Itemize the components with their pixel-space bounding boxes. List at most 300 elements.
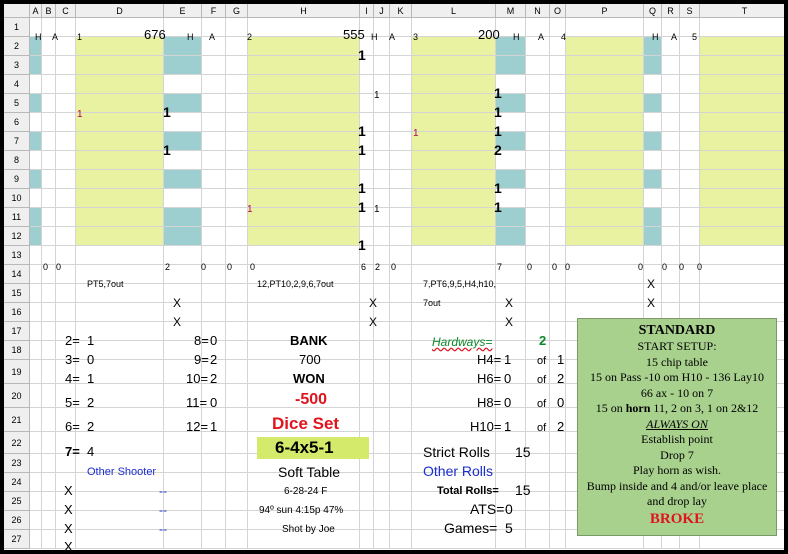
cell[interactable] bbox=[374, 511, 390, 530]
cell[interactable] bbox=[76, 492, 164, 511]
cell-g1[interactable]: 2 bbox=[247, 32, 253, 42]
cell-e1[interactable]: H bbox=[187, 32, 194, 42]
column-header[interactable]: C bbox=[56, 4, 76, 18]
cell[interactable] bbox=[226, 432, 248, 454]
cell[interactable] bbox=[56, 56, 76, 75]
cell[interactable] bbox=[374, 454, 390, 473]
hardway-label[interactable]: H6= bbox=[477, 371, 502, 386]
cell[interactable] bbox=[30, 132, 42, 151]
cell[interactable] bbox=[76, 227, 164, 246]
cell[interactable] bbox=[30, 432, 42, 454]
hardway-label[interactable]: H8= bbox=[477, 395, 502, 410]
cell[interactable] bbox=[226, 75, 248, 94]
row-header[interactable]: 3 bbox=[4, 56, 30, 75]
cell[interactable] bbox=[680, 132, 700, 151]
cell-r1[interactable]: A bbox=[671, 32, 678, 42]
cell[interactable] bbox=[680, 227, 700, 246]
cell[interactable] bbox=[42, 432, 56, 454]
cell[interactable] bbox=[226, 530, 248, 549]
cell[interactable] bbox=[390, 227, 412, 246]
cell[interactable] bbox=[202, 530, 226, 549]
cell[interactable] bbox=[30, 492, 42, 511]
cell[interactable] bbox=[526, 56, 550, 75]
cell[interactable] bbox=[56, 132, 76, 151]
cell[interactable] bbox=[226, 284, 248, 303]
cell[interactable] bbox=[526, 94, 550, 113]
hardway-of[interactable]: of bbox=[537, 374, 547, 386]
cell-e15[interactable]: X bbox=[173, 296, 182, 310]
cell[interactable] bbox=[644, 227, 662, 246]
cell[interactable] bbox=[42, 360, 56, 384]
cell[interactable] bbox=[390, 322, 412, 341]
cell-q1[interactable]: H bbox=[652, 32, 659, 42]
cell[interactable] bbox=[374, 151, 390, 170]
hardway-label[interactable]: H10= bbox=[470, 419, 502, 434]
cell[interactable] bbox=[390, 208, 412, 227]
cell[interactable] bbox=[42, 322, 56, 341]
cell[interactable] bbox=[30, 75, 42, 94]
cell[interactable] bbox=[550, 208, 566, 227]
cell[interactable] bbox=[390, 341, 412, 360]
column-header[interactable]: P bbox=[566, 4, 644, 18]
cell[interactable] bbox=[164, 56, 202, 75]
cell[interactable] bbox=[30, 530, 42, 549]
cell[interactable] bbox=[526, 113, 550, 132]
cell-h12[interactable]: 1 bbox=[358, 237, 366, 253]
hardway-label[interactable]: H4= bbox=[477, 352, 502, 367]
cell[interactable] bbox=[680, 170, 700, 189]
cell[interactable] bbox=[164, 530, 202, 549]
cell[interactable] bbox=[42, 170, 56, 189]
cell[interactable] bbox=[56, 18, 76, 37]
cell[interactable] bbox=[30, 473, 42, 492]
cell[interactable] bbox=[374, 408, 390, 432]
games-label[interactable]: Games= bbox=[444, 520, 498, 536]
cell[interactable] bbox=[662, 189, 680, 208]
cell[interactable] bbox=[526, 530, 550, 549]
row-header[interactable]: 24 bbox=[4, 473, 30, 492]
cell-o1[interactable]: 4 bbox=[561, 32, 567, 42]
cell[interactable] bbox=[202, 189, 226, 208]
cell[interactable] bbox=[700, 189, 784, 208]
column-header[interactable]: E bbox=[164, 4, 202, 18]
cell[interactable] bbox=[56, 189, 76, 208]
cell[interactable] bbox=[390, 530, 412, 549]
cell[interactable] bbox=[390, 303, 412, 322]
cell[interactable] bbox=[700, 37, 784, 56]
row-header[interactable]: 5 bbox=[4, 94, 30, 113]
cell[interactable] bbox=[566, 75, 644, 94]
table-type[interactable]: Soft Table bbox=[278, 464, 341, 480]
cell[interactable] bbox=[374, 432, 390, 454]
cell-m13[interactable]: 0 bbox=[527, 262, 533, 272]
row-header[interactable]: 20 bbox=[4, 384, 30, 408]
cell[interactable] bbox=[550, 113, 566, 132]
other-shooter-label[interactable]: Other Shooter bbox=[87, 466, 157, 478]
cell[interactable] bbox=[680, 208, 700, 227]
cell[interactable] bbox=[412, 246, 496, 265]
cell[interactable] bbox=[700, 132, 784, 151]
count-value[interactable]: 0 bbox=[210, 333, 218, 348]
cell-i4[interactable]: 1 bbox=[374, 90, 380, 101]
hardway-hit[interactable]: 1 bbox=[504, 419, 512, 434]
cell[interactable] bbox=[56, 113, 76, 132]
cell[interactable] bbox=[42, 284, 56, 303]
cell[interactable] bbox=[566, 284, 644, 303]
cell[interactable] bbox=[700, 18, 784, 37]
cell[interactable] bbox=[360, 511, 374, 530]
cell[interactable] bbox=[360, 473, 374, 492]
cell-f13[interactable]: 0 bbox=[227, 262, 233, 272]
cell[interactable] bbox=[226, 384, 248, 408]
cell[interactable] bbox=[76, 132, 164, 151]
cell[interactable] bbox=[202, 170, 226, 189]
cell[interactable] bbox=[566, 56, 644, 75]
cell-j1[interactable]: A bbox=[389, 32, 396, 42]
cell[interactable] bbox=[226, 113, 248, 132]
cell[interactable] bbox=[76, 303, 164, 322]
cell[interactable] bbox=[550, 189, 566, 208]
cell[interactable] bbox=[248, 113, 360, 132]
cell[interactable] bbox=[202, 227, 226, 246]
cell[interactable] bbox=[164, 170, 202, 189]
row-header[interactable]: 22 bbox=[4, 432, 30, 454]
cell[interactable] bbox=[76, 151, 164, 170]
cell[interactable] bbox=[700, 246, 784, 265]
cell[interactable] bbox=[374, 56, 390, 75]
cell[interactable] bbox=[680, 189, 700, 208]
row-header[interactable]: 26 bbox=[4, 511, 30, 530]
other-shooter-x[interactable]: X bbox=[64, 483, 73, 498]
cell[interactable] bbox=[550, 151, 566, 170]
row-header[interactable]: 15 bbox=[4, 284, 30, 303]
cell[interactable] bbox=[390, 511, 412, 530]
cell[interactable] bbox=[374, 113, 390, 132]
cell-l9[interactable]: 1 bbox=[494, 180, 502, 196]
cell[interactable] bbox=[202, 113, 226, 132]
cell[interactable] bbox=[412, 151, 496, 170]
cell[interactable] bbox=[30, 511, 42, 530]
cell[interactable] bbox=[644, 151, 662, 170]
cell[interactable] bbox=[56, 94, 76, 113]
cell-p13[interactable]: 0 bbox=[638, 262, 644, 272]
cell[interactable] bbox=[390, 473, 412, 492]
cell-l13[interactable]: 7 bbox=[497, 262, 503, 272]
cell[interactable] bbox=[390, 284, 412, 303]
cell[interactable] bbox=[226, 208, 248, 227]
row-header[interactable]: 21 bbox=[4, 408, 30, 432]
other-shooter-value[interactable]: -- bbox=[159, 484, 167, 498]
hardways-total[interactable]: 2 bbox=[539, 333, 547, 348]
cell[interactable] bbox=[30, 384, 42, 408]
column-header[interactable]: L bbox=[412, 4, 496, 18]
cell[interactable] bbox=[680, 284, 700, 303]
cell[interactable] bbox=[56, 75, 76, 94]
column-header[interactable]: B bbox=[42, 4, 56, 18]
cell[interactable] bbox=[226, 227, 248, 246]
cell-s13[interactable]: 0 bbox=[697, 262, 703, 272]
cell[interactable] bbox=[526, 511, 550, 530]
cell-d14[interactable]: PT5,7out bbox=[87, 279, 124, 289]
hardway-of[interactable]: of bbox=[537, 355, 547, 367]
cell[interactable] bbox=[42, 151, 56, 170]
cell[interactable] bbox=[374, 170, 390, 189]
bank-label[interactable]: BANK bbox=[290, 333, 328, 348]
cell[interactable] bbox=[662, 94, 680, 113]
cell[interactable] bbox=[42, 492, 56, 511]
hardway-of[interactable]: of bbox=[537, 422, 547, 434]
cell[interactable] bbox=[202, 56, 226, 75]
cell-d5[interactable]: 1 bbox=[163, 104, 171, 120]
cell[interactable] bbox=[390, 94, 412, 113]
cell[interactable] bbox=[42, 473, 56, 492]
cell[interactable] bbox=[360, 360, 374, 384]
hardway-of-value[interactable]: 2 bbox=[557, 371, 565, 386]
row-header[interactable]: 25 bbox=[4, 492, 30, 511]
cell[interactable] bbox=[680, 75, 700, 94]
cell[interactable] bbox=[550, 473, 566, 492]
cell[interactable] bbox=[76, 94, 164, 113]
cell[interactable] bbox=[390, 56, 412, 75]
cell[interactable] bbox=[412, 208, 496, 227]
cell[interactable] bbox=[566, 227, 644, 246]
cell[interactable] bbox=[226, 473, 248, 492]
cell[interactable] bbox=[226, 170, 248, 189]
cell[interactable] bbox=[76, 113, 164, 132]
strict-rolls-label[interactable]: Strict Rolls bbox=[423, 444, 490, 460]
cell[interactable] bbox=[164, 284, 202, 303]
row-header[interactable]: 16 bbox=[4, 303, 30, 322]
cell[interactable] bbox=[164, 189, 202, 208]
cell[interactable] bbox=[644, 94, 662, 113]
cell-q13[interactable]: 0 bbox=[662, 262, 668, 272]
cell[interactable] bbox=[374, 530, 390, 549]
cell[interactable] bbox=[202, 151, 226, 170]
count-value[interactable]: 2 bbox=[87, 395, 95, 410]
cell[interactable] bbox=[550, 75, 566, 94]
cell[interactable] bbox=[248, 170, 360, 189]
count-value[interactable]: 0 bbox=[210, 395, 218, 410]
cell[interactable] bbox=[566, 208, 644, 227]
cell[interactable] bbox=[30, 94, 42, 113]
cell[interactable] bbox=[550, 284, 566, 303]
cell[interactable] bbox=[412, 189, 496, 208]
cell[interactable] bbox=[42, 94, 56, 113]
cell[interactable] bbox=[390, 113, 412, 132]
cell[interactable] bbox=[550, 170, 566, 189]
cell[interactable] bbox=[30, 208, 42, 227]
cell-i13[interactable]: 2 bbox=[375, 262, 381, 272]
cell[interactable] bbox=[56, 227, 76, 246]
cell[interactable] bbox=[30, 265, 42, 284]
cell[interactable] bbox=[700, 227, 784, 246]
strict-rolls-value[interactable]: 15 bbox=[515, 444, 531, 460]
cell[interactable] bbox=[644, 75, 662, 94]
cell[interactable] bbox=[56, 284, 76, 303]
cell-l14[interactable]: 7,PT6,9,5,H4,h10, bbox=[423, 279, 497, 289]
other-rolls-label[interactable]: Other Rolls bbox=[423, 463, 494, 479]
cell[interactable] bbox=[526, 75, 550, 94]
count-label[interactable]: 5= bbox=[65, 395, 80, 410]
column-header[interactable]: O bbox=[550, 4, 566, 18]
column-header[interactable]: T bbox=[700, 4, 784, 18]
cell[interactable] bbox=[390, 170, 412, 189]
row-header[interactable]: 10 bbox=[4, 189, 30, 208]
cell-m15[interactable]: X bbox=[505, 296, 514, 310]
cell[interactable] bbox=[202, 94, 226, 113]
cell[interactable] bbox=[42, 454, 56, 473]
cell[interactable] bbox=[42, 408, 56, 432]
row-header[interactable]: 8 bbox=[4, 151, 30, 170]
cell-a1[interactable]: H bbox=[35, 32, 42, 42]
other-shooter-x[interactable]: X bbox=[64, 502, 73, 517]
cell[interactable] bbox=[42, 132, 56, 151]
cell[interactable] bbox=[374, 341, 390, 360]
cell-e13[interactable]: 0 bbox=[201, 262, 207, 272]
cell[interactable] bbox=[202, 208, 226, 227]
cell[interactable] bbox=[248, 246, 360, 265]
cell[interactable] bbox=[76, 170, 164, 189]
cell[interactable] bbox=[226, 18, 248, 37]
cell[interactable] bbox=[226, 322, 248, 341]
cell[interactable] bbox=[42, 341, 56, 360]
cell[interactable] bbox=[550, 530, 566, 549]
cell[interactable] bbox=[42, 208, 56, 227]
cell[interactable] bbox=[390, 384, 412, 408]
cell[interactable] bbox=[56, 37, 76, 56]
cell-b1[interactable]: A bbox=[52, 32, 59, 42]
cell[interactable] bbox=[30, 454, 42, 473]
cell[interactable] bbox=[226, 408, 248, 432]
cell[interactable] bbox=[42, 530, 56, 549]
cell[interactable] bbox=[662, 56, 680, 75]
cell[interactable] bbox=[226, 511, 248, 530]
cell-g10[interactable]: 1 bbox=[247, 204, 253, 215]
cell[interactable] bbox=[526, 189, 550, 208]
other-shooter-value[interactable]: -- bbox=[159, 503, 167, 517]
cell[interactable] bbox=[226, 56, 248, 75]
cell[interactable] bbox=[248, 189, 360, 208]
cell[interactable] bbox=[374, 384, 390, 408]
cell[interactable] bbox=[526, 208, 550, 227]
cell[interactable] bbox=[30, 408, 42, 432]
cell[interactable] bbox=[526, 132, 550, 151]
column-header[interactable]: N bbox=[526, 4, 550, 18]
cell[interactable] bbox=[526, 170, 550, 189]
cell[interactable] bbox=[226, 454, 248, 473]
count-label[interactable]: 7= bbox=[65, 444, 80, 459]
cell[interactable] bbox=[566, 246, 644, 265]
cell[interactable] bbox=[680, 94, 700, 113]
cell[interactable] bbox=[42, 75, 56, 94]
cell[interactable] bbox=[550, 454, 566, 473]
cell[interactable] bbox=[164, 454, 202, 473]
hardway-hit[interactable]: 1 bbox=[504, 352, 512, 367]
row-header[interactable]: 2 bbox=[4, 37, 30, 56]
cell[interactable] bbox=[360, 492, 374, 511]
column-header[interactable]: D bbox=[76, 4, 164, 18]
cell[interactable] bbox=[566, 94, 644, 113]
cell[interactable] bbox=[202, 75, 226, 94]
cell[interactable] bbox=[550, 511, 566, 530]
cell[interactable] bbox=[202, 511, 226, 530]
cell[interactable] bbox=[390, 360, 412, 384]
cell[interactable] bbox=[76, 75, 164, 94]
cell[interactable] bbox=[30, 303, 42, 322]
bank-amount[interactable]: 700 bbox=[299, 352, 321, 367]
cell[interactable] bbox=[226, 189, 248, 208]
cell[interactable] bbox=[496, 37, 526, 56]
cell[interactable] bbox=[248, 151, 360, 170]
cell[interactable] bbox=[42, 113, 56, 132]
cell[interactable] bbox=[202, 132, 226, 151]
cell[interactable] bbox=[226, 94, 248, 113]
count-value[interactable]: 1 bbox=[210, 419, 218, 434]
cell[interactable] bbox=[390, 189, 412, 208]
cell[interactable] bbox=[56, 208, 76, 227]
cell[interactable] bbox=[412, 94, 496, 113]
cell[interactable] bbox=[30, 360, 42, 384]
cell-i15[interactable]: X bbox=[369, 296, 378, 310]
cell[interactable] bbox=[526, 151, 550, 170]
cell[interactable] bbox=[550, 492, 566, 511]
cell[interactable] bbox=[164, 37, 202, 56]
cell[interactable] bbox=[526, 322, 550, 341]
cell[interactable] bbox=[662, 208, 680, 227]
cell[interactable] bbox=[644, 189, 662, 208]
cell-f1[interactable]: A bbox=[209, 32, 216, 42]
cell-a13[interactable]: 0 bbox=[43, 262, 49, 272]
cell[interactable] bbox=[30, 341, 42, 360]
cell[interactable] bbox=[700, 265, 784, 284]
cell[interactable] bbox=[248, 208, 360, 227]
cell[interactable] bbox=[496, 227, 526, 246]
cell[interactable] bbox=[30, 322, 42, 341]
column-header[interactable]: F bbox=[202, 4, 226, 18]
cell[interactable] bbox=[566, 18, 644, 37]
cell-h10[interactable]: 1 bbox=[358, 199, 366, 215]
cell[interactable] bbox=[226, 492, 248, 511]
won-label[interactable]: WON bbox=[293, 371, 325, 386]
cell[interactable] bbox=[662, 284, 680, 303]
cell-k6[interactable]: 1 bbox=[413, 128, 419, 139]
count-label[interactable]: 9= bbox=[194, 352, 209, 367]
cell-q15[interactable]: X bbox=[647, 296, 656, 310]
cell[interactable] bbox=[412, 56, 496, 75]
session-date[interactable]: 6-28-24 F bbox=[284, 486, 328, 497]
games-value[interactable]: 5 bbox=[505, 520, 513, 536]
cell[interactable] bbox=[76, 56, 164, 75]
cell[interactable] bbox=[360, 384, 374, 408]
cell[interactable] bbox=[56, 151, 76, 170]
row-header[interactable]: 14 bbox=[4, 265, 30, 284]
row-header[interactable]: 1 bbox=[4, 18, 30, 37]
hardway-of[interactable]: of bbox=[537, 398, 547, 410]
cell[interactable] bbox=[164, 303, 202, 322]
column-header[interactable]: Q bbox=[644, 4, 662, 18]
cell-h6[interactable]: 1 bbox=[358, 123, 366, 139]
cell-i16[interactable]: X bbox=[369, 315, 378, 329]
cell[interactable] bbox=[390, 408, 412, 432]
cell[interactable] bbox=[164, 492, 202, 511]
cell[interactable] bbox=[374, 132, 390, 151]
cell-q14[interactable]: X bbox=[647, 277, 656, 291]
cell-d7[interactable]: 1 bbox=[163, 142, 171, 158]
cell-l15[interactable]: 7out bbox=[423, 298, 441, 308]
cell[interactable] bbox=[550, 432, 566, 454]
cell-m16[interactable]: X bbox=[505, 315, 514, 329]
cell[interactable] bbox=[374, 492, 390, 511]
